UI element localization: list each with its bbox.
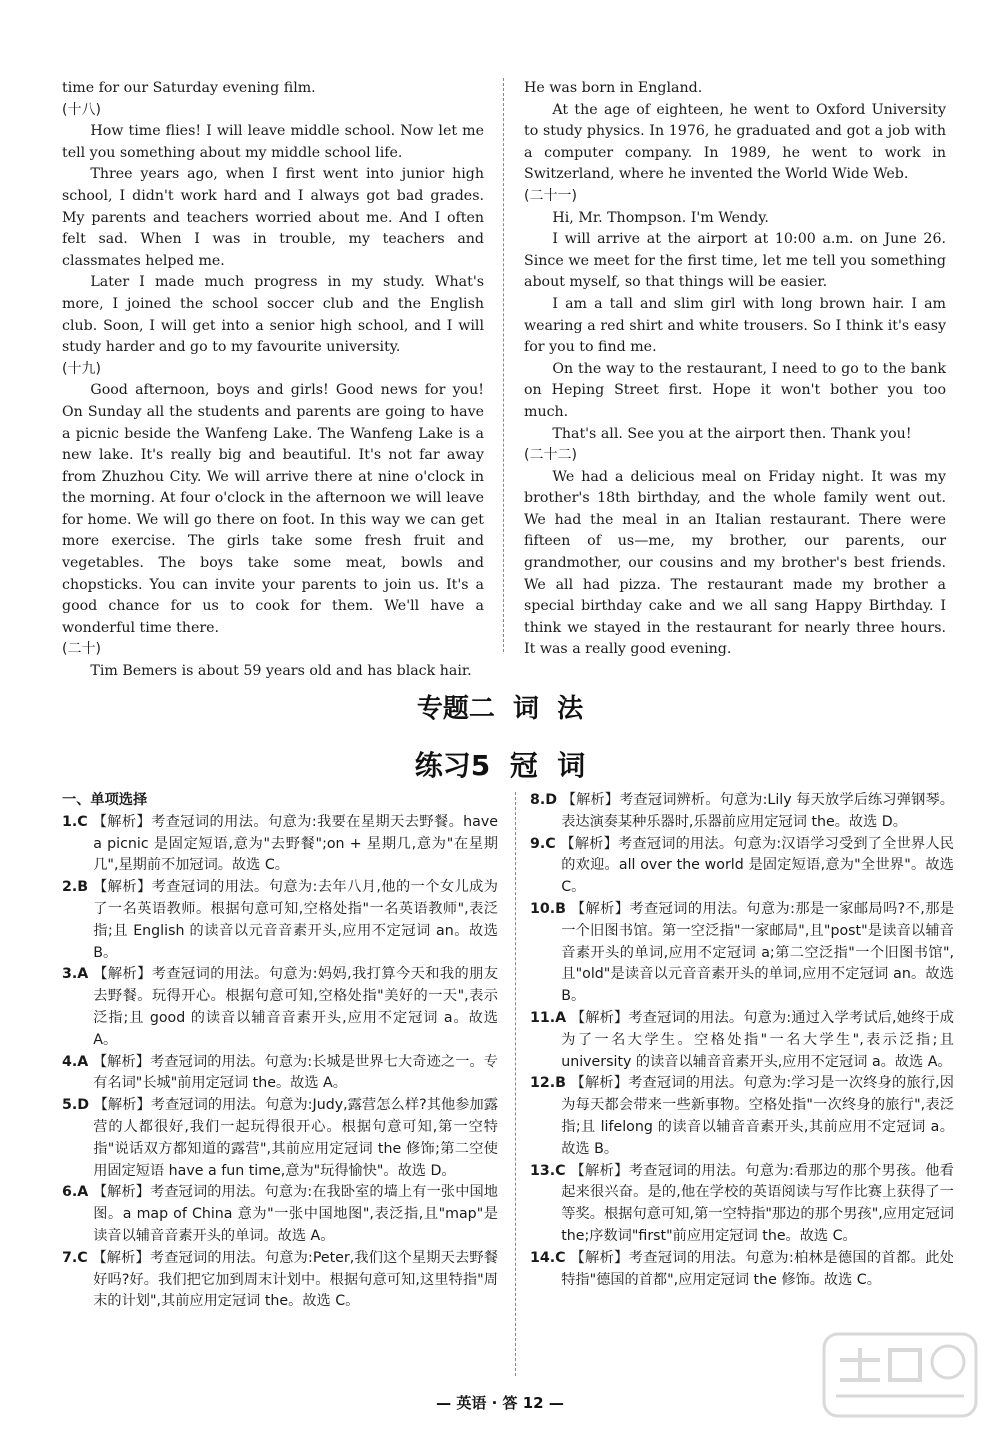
answer-number: 13.C xyxy=(530,1162,566,1179)
answer-explanation: 【解析】考查冠词辨析。句意为:Lily 每天放学后练习弹钢琴。表达演奏某种乐器时,乐器前应用定冠词 the。故选 D。 xyxy=(561,792,954,830)
watermark-logo xyxy=(820,1330,980,1420)
answer-item xyxy=(530,1161,954,1248)
answer-number: 14.C xyxy=(530,1249,566,1266)
answer-number: 5.D xyxy=(62,1097,90,1114)
answer-item xyxy=(530,1248,954,1292)
passage-number: (十八) xyxy=(62,101,101,118)
answer-divider xyxy=(515,792,516,1376)
passage-paragraph: On the way to the restaurant, I need to go to the bank on Heping Street first. Hope it won't bother you too much. xyxy=(524,360,946,420)
answer-item xyxy=(62,1095,498,1182)
answer-explanation: 【解析】考查冠词的用法。句意为:柏林是德国的首都。此处特指"德国的首都",应用定冠词 the 修饰。故选 C。 xyxy=(561,1249,954,1288)
answer-explanation: 【解析】考查冠词的用法。句意为:去年八月,他的一个女儿成为了一名英语教师。根据句意可知,空格处指"一名英语教师",表泛指;且 English 的读音以元音音素开头,应用不定冠词 an。故选 B。 xyxy=(93,879,498,961)
passage-paragraph: He was born in England. xyxy=(524,80,703,96)
passage-number: (二十一) xyxy=(524,187,577,204)
column-divider xyxy=(503,78,504,652)
answer-explanation: 【解析】考查冠词的用法。句意为:那是一家邮局吗?不,那是一个旧图书馆。第一空泛指"一家邮局",且"post"是读音以辅音音素开头的单词,应用不定冠词 a;第二空泛指"一个旧图书馆",且"old"是读音以元音音素开头的单词,应用不定冠词 an。故选 B。 xyxy=(561,900,955,1005)
passage-paragraph: We had a delicious meal on Friday night. It was my brother's 18th birthday, and the whole family went out. We had the meal in an Italian restaurant. There were fifteen of us—me, my brother, our parents, our grandmother, our cousins and my brother's best friends. We all had pizza. The restaurant made my brother a special birthday cake and we all sang Happy Birthday. I think we stayed in the restaurant for nearly three hours. It was a really good evening. xyxy=(524,468,946,658)
passage-paragraph: time for our Saturday evening film. xyxy=(62,80,316,96)
answer-item xyxy=(530,1073,954,1160)
answer-explanation: 【解析】考查冠词的用法。句意为:汉语学习受到了全世界人民的欢迎。all over the world 是固定短语,意为"全世界"。故选 C。 xyxy=(560,835,954,896)
answer-number: 9.C xyxy=(530,835,556,852)
answer-item xyxy=(62,812,498,877)
passage-paragraph: I will arrive at the airport at 10:00 a.m. on June 26. Since we meet for the first time, let me tell you something about myself, so that things will be easier. xyxy=(524,231,946,291)
lesson-title: 练习5 冠 词 xyxy=(414,749,586,782)
passage-paragraph: I am a tall and slim girl with long brown hair. I am wearing a red shirt and white trousers. So I think it's easy for you to find me. xyxy=(524,295,946,356)
answer-number: 1.C xyxy=(62,813,88,830)
answer-number: 4.A xyxy=(62,1053,89,1070)
answer-number: 7.C xyxy=(62,1249,88,1266)
answer-item xyxy=(530,1008,954,1073)
answer-explanation: 【解析】考查冠词的用法。句意为:长城是世界七大奇迹之一。专有名词"长城"前用定冠词 the。故选 A。 xyxy=(92,1053,498,1092)
answer-item xyxy=(530,790,954,834)
answer-item xyxy=(62,877,498,964)
answer-number: 2.B xyxy=(62,879,89,896)
answer-explanation: 【解析】考查冠词的用法。句意为:我要在星期天去野餐。have a picnic 是固定短语,意为"去野餐";on + 星期几,意为"在星期几",星期前不加冠词。故选 C。 xyxy=(92,813,498,874)
passage-paragraph: Hi, Mr. Thompson. I'm Wendy. xyxy=(552,209,769,226)
page-footer: — 英语 · 答 12 — xyxy=(436,1394,564,1412)
answer-explanation: 【解析】考查冠词的用法。句意为:学习是一次终身的旅行,因为每天都会带来一些新事物。空格处指"一次终身的旅行",表泛指;且 lifelong 的读音以辅音音素开头,其前应用不定冠词 a。故选 B。 xyxy=(561,1075,954,1157)
answer-number: 8.D xyxy=(530,792,558,808)
answer-number: 3.A xyxy=(62,966,89,983)
answer-explanation: 【解析】考查冠词的用法。句意为:通过入学考试后,她终于成为了一名大学生。空格处指"一名大学生",表示泛指;且 university 的读音以辅音音素开头,应用不定冠词 a。故选 A。 xyxy=(561,1009,954,1070)
passage-paragraph: That's all. See you at the airport then. Thank you! xyxy=(552,425,912,442)
answer-explanation: 【解析】考查冠词的用法。句意为:Peter,我们这个星期天去野餐好吗?好。我们把它加到周末计划中。根据句意可知,这里特指"周末的计划",其前应用定冠词 the。故选 C。 xyxy=(92,1249,498,1310)
passage-number: (十九) xyxy=(62,360,101,377)
answer-number: 10.B xyxy=(530,900,566,917)
topic-title: 专题二 词 法 xyxy=(416,694,584,724)
passage-number: (二十) xyxy=(62,641,101,658)
answer-column-left xyxy=(62,790,498,1313)
answer-number: 11.A xyxy=(530,1009,567,1026)
answer-explanation: 【解析】考查冠词的用法。句意为:在我卧室的墙上有一张中国地图。a map of China 意为"一张中国地图",表泛指,且"map"是读音以辅音音素开头的单词。故选 A。 xyxy=(92,1184,498,1244)
answer-item xyxy=(62,1182,498,1247)
answer-item xyxy=(62,1052,498,1096)
answer-number: 12.B xyxy=(530,1075,566,1092)
answer-item xyxy=(62,1248,498,1313)
answer-explanation: 【解析】考查冠词的用法。句意为:Judy,露营怎么样?其他参加露营的人都很好,我们一起玩得很开心。根据句意可知,第一空特指"说话双方都知道的露营",其前应用定冠词 the 修饰;第二空使用固定短语 have a fun time,意为"玩得愉快"。故选 D。 xyxy=(93,1097,499,1179)
answer-item xyxy=(530,834,954,899)
answer-explanation: 【解析】考查冠词的用法。句意为:妈妈,我打算今天和我的朋友去野餐。玩得开心。根据句意可知,空格处指"美好的一天",表示泛指;且 good 的读音以辅音音素开头,应用不定冠词 a。故选 A。 xyxy=(93,966,499,1048)
passage-paragraph: At the age of eighteen, he went to Oxford University to study physics. In 1976, he graduated and got a job with a computer company. In 1989, he went to work in Switzerland, where he invented the World Wide Web. xyxy=(524,101,946,183)
passage-paragraph: Later I made much progress in my study. What's more, I joined the school soccer club and the English club. Soon, I will get into a senior high school, and I will study harder and go to my favourite university. xyxy=(62,274,484,356)
passage-column-right xyxy=(524,78,946,661)
answer-column-right xyxy=(530,790,954,1291)
answer-number: 6.A xyxy=(62,1184,89,1201)
passage-paragraph: Tim Bemers is about 59 years old and has black hair. xyxy=(90,663,472,680)
passage-paragraph: Three years ago, when I first went into junior high school, I didn't work hard and I always got bad grades. My parents and teachers worried about me. And I often felt sad. When I was in trouble, my teachers and classmates helped me. xyxy=(62,166,484,269)
passage-paragraph: How time flies! I will leave middle school. Now let me tell you something about my middle school life. xyxy=(62,123,484,161)
answer-item xyxy=(530,899,954,1008)
answer-item xyxy=(62,964,498,1051)
passage-column-left xyxy=(62,78,484,683)
passage-paragraph: Good afternoon, boys and girls! Good news for you! On Sunday all the students and parents are going to have a picnic beside the Wanfeng Lake. The Wanfeng Lake is a new lake. It's really big and beautiful. It's not far away from Zhuzhou City. We will arrive there at nine o'clock in the morning. At four o'clock in the afternoon we will leave for home. We will go there on foot. In this way we can get more exercise. The girls take some fresh fruit and vegetables. The boys take some meat, bowls and chopsticks. You can invite your parents to join us. It's a good chance for us to cook for them. We'll have a wonderful time there. xyxy=(62,382,484,636)
answer-section-title: 一、单项选择 xyxy=(62,792,148,808)
answer-explanation: 【解析】考查冠词的用法。句意为:看那边的那个男孩。他看起来很兴奋。是的,他在学校的英语阅读与写作比赛上获得了一等奖。根据句意可知,第一空特指"那边的那个男孩",应用定冠词 the;序数词"first"前应用定冠词 the。故选 C。 xyxy=(561,1162,954,1244)
passage-number: (二十二) xyxy=(524,447,577,464)
